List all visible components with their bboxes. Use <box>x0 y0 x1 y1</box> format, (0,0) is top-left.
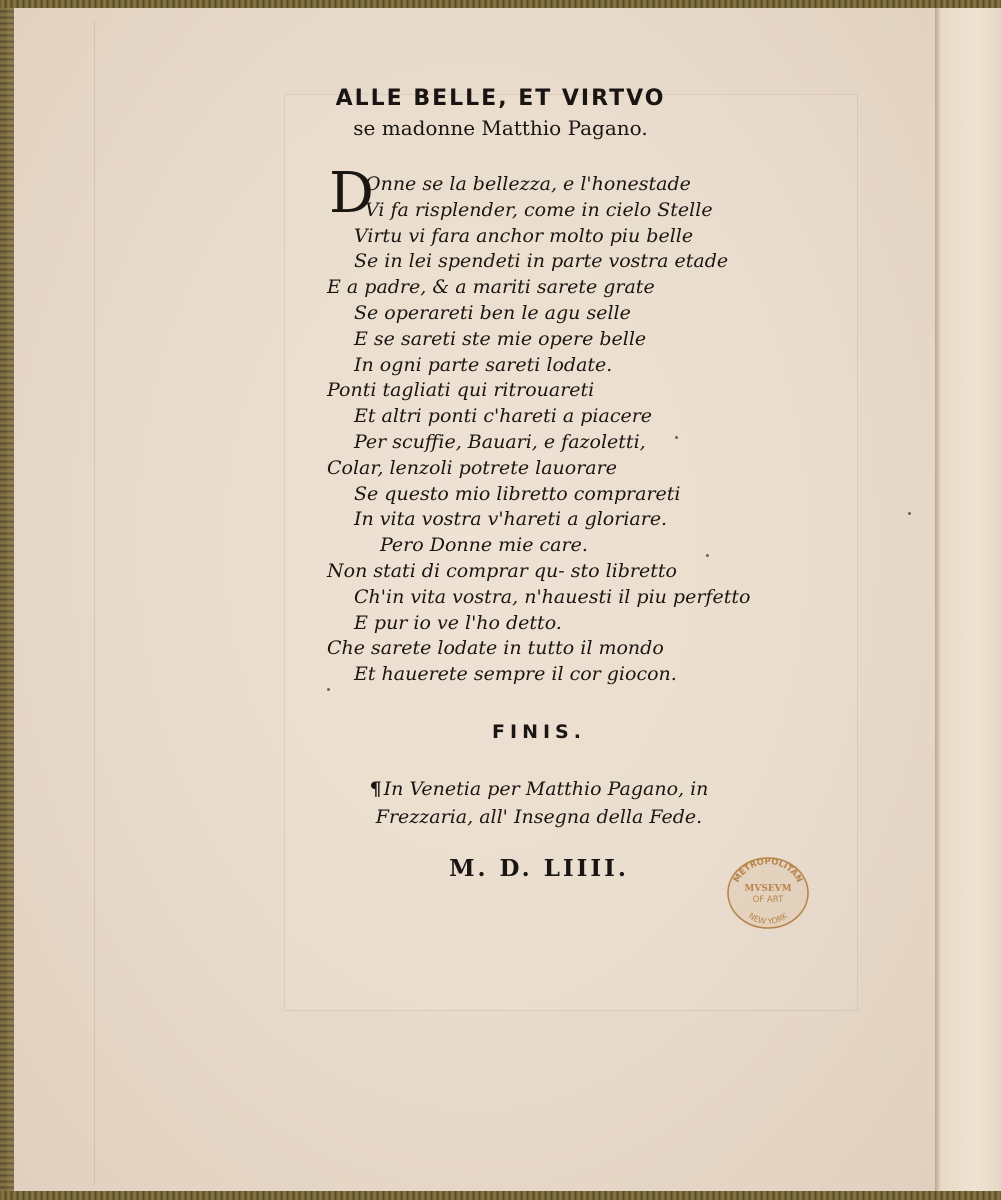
poem-line: Onne se la bellezza, e l'honestade <box>365 173 691 195</box>
poem-line: E a padre, & a mariti sarete grate <box>327 276 655 299</box>
finis-label: FINIS. <box>492 721 586 743</box>
facing-page-edge <box>935 0 1001 1200</box>
museum-stamp <box>726 856 810 930</box>
poem-line: Pero Donne mie care. <box>380 534 588 557</box>
poem-line: Et hauerete sempre il cor giocon. <box>354 663 677 686</box>
ink-speck <box>706 554 709 557</box>
poem-line: Per scuffie, Bauari, e fazoletti, <box>354 430 646 453</box>
poem-text <box>327 172 807 688</box>
poem-line: Virtu vi fara anchor molto piu belle <box>354 224 694 247</box>
colophon-line-2: Frezzaria, all' Insegna della Fede. <box>375 806 703 828</box>
poem-line: Vi fa risplender, come in cielo Stelle <box>365 198 713 221</box>
heading-line-2: se madonne Matthio Pagano. <box>353 116 648 140</box>
poem-line: Colar, lenzoli potrete lauorare <box>327 456 617 479</box>
ink-speck <box>908 512 911 515</box>
poem-line: In vita vostra v'hareti a gloriare. <box>354 508 668 531</box>
poem-line: Et altri ponti c'hareti a piacere <box>354 405 653 428</box>
poem-line: Se questo mio libretto comprareti <box>354 482 681 505</box>
colophon-line-1: ¶ In Venetia per Matthio Pagano, in <box>369 778 709 800</box>
poem-line: Se operareti ben le agu selle <box>354 301 631 324</box>
gilt-binding-bottom <box>0 1191 1001 1200</box>
stamp-middle-1: MVSEVM <box>744 884 792 894</box>
heading-line-1: ALLE BELLE, ET VIRTVO <box>335 86 666 111</box>
date-label: M. D. LIIII. <box>449 855 629 882</box>
drop-capital: D <box>329 161 374 226</box>
poem-line: In ogni parte sareti lodate. <box>354 353 613 376</box>
gilt-binding-left <box>0 0 14 1200</box>
stamp-middle-2: OF ART <box>752 895 784 905</box>
poem-line: Che sarete lodate in tutto il mondo <box>327 637 664 660</box>
gilt-binding-top <box>0 0 1001 8</box>
stamp-bottom-text: NEW YORK <box>746 911 790 927</box>
poem-line: Ch'in vita vostra, n'hauesti il piu perfetto <box>354 585 751 608</box>
ink-speck <box>675 436 678 439</box>
colophon <box>0 775 1001 831</box>
poem-line: E se sareti ste mie opere belle <box>354 327 647 350</box>
poem-line: E pur io ve l'ho detto. <box>354 611 562 634</box>
stamp-top-text: METROPOLITAN <box>731 856 805 885</box>
poem-line: Se in lei spendeti in parte vostra etade <box>354 250 729 273</box>
poem-line: Non stati di comprar qu- sto libretto <box>327 559 677 582</box>
ink-speck <box>327 688 330 691</box>
pilcrow-mark: ¶ <box>369 778 382 800</box>
poem-line: Ponti tagliati qui ritrouareti <box>327 379 595 402</box>
